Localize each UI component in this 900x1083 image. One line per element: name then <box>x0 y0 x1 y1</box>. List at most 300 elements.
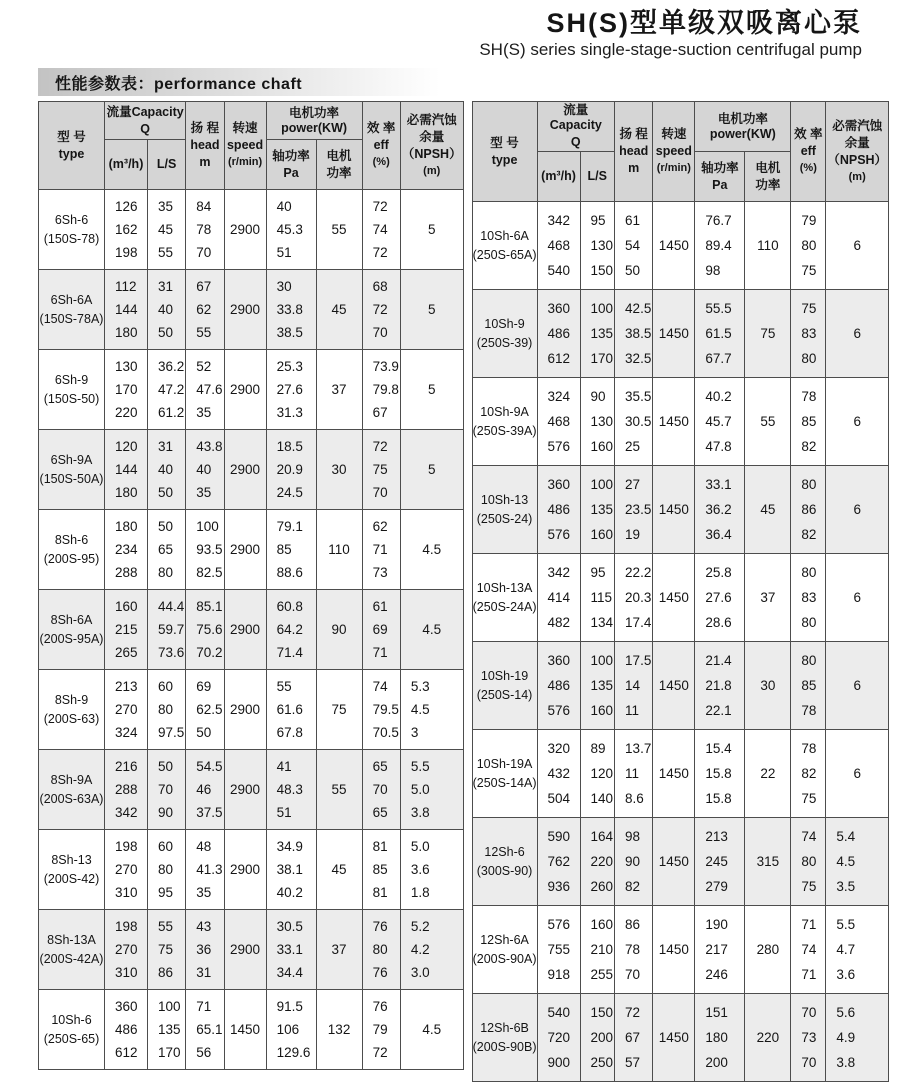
head-cell-value: 67 <box>196 279 212 295</box>
npsh-value: 3.0 <box>410 964 430 980</box>
head-cell-value-stack <box>186 911 223 989</box>
efficiency-value: 70.5 <box>372 724 399 740</box>
table-row <box>39 830 464 910</box>
pump-type-line: (200S-90A) <box>472 952 537 966</box>
pump-type-cell <box>472 290 537 378</box>
capacity-ls-cell <box>580 906 615 994</box>
shaft-power-value-stack <box>267 271 316 349</box>
capacity-ls-cell-value: 220 <box>590 853 614 869</box>
npsh-cell: 6 <box>826 642 889 730</box>
capacity-ls-cell-value: 31 <box>158 279 174 295</box>
capacity-m3h-cell-value: 762 <box>547 853 571 869</box>
head-cell-value: 47.6 <box>196 381 223 397</box>
head-cell-value: 56 <box>196 1044 212 1060</box>
header-speed-line-stack <box>226 121 265 170</box>
shaft-power-value: 36.4 <box>705 527 732 543</box>
capacity-m3h-cell-value-stack <box>105 511 147 589</box>
header-npsh-line: （NPSH） <box>827 152 888 167</box>
capacity-ls-cell-value-stack <box>148 511 185 589</box>
capacity-ls-cell-value: 160 <box>590 916 614 932</box>
head-cell <box>186 750 224 830</box>
header-motor-power-line: 功率 <box>326 165 352 180</box>
shaft-power-value: 85 <box>276 541 292 557</box>
capacity-m3h-cell-value-stack <box>105 271 147 349</box>
efficiency-value: 80 <box>801 564 817 580</box>
shaft-power-value-stack <box>695 643 744 729</box>
shaft-power-cell <box>695 554 745 642</box>
motor-power-cell: 55 <box>745 378 791 466</box>
capacity-ls-cell <box>148 270 186 350</box>
capacity-m3h-cell-value: 324 <box>547 388 571 404</box>
speed-cell: 1450 <box>224 990 266 1070</box>
capacity-ls-cell-value: 59.7 <box>158 621 185 637</box>
shaft-power-value: 55 <box>276 679 292 695</box>
header-capacity-line: 流量Capacity <box>106 104 184 119</box>
head-cell-value-stack <box>615 819 652 905</box>
header-type-line-stack <box>40 130 103 162</box>
pump-type-cell <box>39 830 105 910</box>
efficiency-value: 72 <box>372 1044 388 1060</box>
shaft-power-value: 246 <box>705 967 728 983</box>
efficiency-value-stack <box>791 995 825 1081</box>
pump-type-line: (150S-78) <box>43 232 100 246</box>
capacity-ls-cell-value: 160 <box>590 703 614 719</box>
header-motor-power-line-stack <box>318 149 361 181</box>
shaft-power-value-stack <box>267 591 316 669</box>
shaft-power-value-stack <box>267 991 316 1069</box>
npsh-value: 3.8 <box>410 804 430 820</box>
capacity-m3h-cell-value-stack <box>538 907 580 993</box>
shaft-power-value: 129.6 <box>276 1044 311 1060</box>
head-cell-value: 13.7 <box>625 740 652 756</box>
head-cell-value: 54.5 <box>196 759 223 775</box>
header-shaft-power-line: 轴功率 <box>701 160 739 175</box>
table-head <box>472 102 888 202</box>
shaft-power-value: 88.6 <box>276 564 303 580</box>
pump-type-line: (200S-90B) <box>472 1040 537 1054</box>
efficiency-value: 76 <box>372 999 388 1015</box>
efficiency-value-stack <box>791 203 825 289</box>
title-block <box>0 0 900 60</box>
efficiency-cell <box>362 990 400 1070</box>
pump-type-line: (250S-65) <box>43 1032 100 1046</box>
head-cell-value-stack <box>186 751 223 829</box>
capacity-ls-cell-value: 90 <box>590 388 606 404</box>
shaft-power-value-stack <box>267 831 316 909</box>
capacity-m3h-cell-value: 504 <box>547 791 571 807</box>
capacity-m3h-cell-value: 468 <box>547 413 571 429</box>
pump-type-cell <box>472 554 537 642</box>
efficiency-value: 70 <box>372 324 388 340</box>
capacity-ls-cell-value-stack <box>581 555 615 641</box>
capacity-ls-cell <box>148 990 186 1070</box>
header-npsh-line: 余量 <box>419 129 445 144</box>
head-cell-value: 78 <box>196 221 212 237</box>
header-efficiency-line: 效 率 <box>794 127 823 141</box>
shaft-power-value: 60.8 <box>276 599 303 615</box>
header-npsh-line: 余量 <box>844 135 870 150</box>
npsh-cell: 5 <box>400 190 463 270</box>
header-head-line: 扬 程 <box>619 127 648 141</box>
shaft-power-value-stack <box>695 731 744 817</box>
section-title: 性能参数表：performance chaft <box>55 75 303 93</box>
speed-cell: 1450 <box>653 378 695 466</box>
capacity-m3h-cell <box>105 430 148 510</box>
pump-type-line-stack <box>39 991 104 1069</box>
header-npsh <box>400 102 463 190</box>
page-title-english: SH(S) series single-stage-suction centrifugal pump <box>479 40 862 59</box>
pump-type-line: 10Sh-9 <box>484 317 525 331</box>
pump-type-cell <box>39 590 105 670</box>
head-cell-value: 17.5 <box>625 652 652 668</box>
efficiency-value-stack <box>363 671 400 749</box>
head-cell <box>186 190 224 270</box>
head-cell-value: 61 <box>625 212 641 228</box>
shaft-power-value: 51 <box>276 804 292 820</box>
head-cell-value-stack <box>186 191 223 269</box>
header-speed-line: (r/min) <box>227 156 263 168</box>
capacity-ls-cell-value: 70 <box>158 781 174 797</box>
header-efficiency-line-stack <box>792 127 824 176</box>
capacity-ls-cell-value: 55 <box>158 244 174 260</box>
npsh-cell: 6 <box>826 466 889 554</box>
efficiency-value-stack <box>791 467 825 553</box>
capacity-ls-cell-value: 250 <box>590 1055 614 1071</box>
head-cell-value-stack <box>615 731 652 817</box>
capacity-ls-cell-value: 65 <box>158 541 174 557</box>
pump-type-line: 10Sh-6 <box>51 1013 92 1027</box>
motor-power-cell: 55 <box>316 190 362 270</box>
shaft-power-value-stack <box>267 751 316 829</box>
header-npsh-line: 必需汽蚀 <box>406 112 457 127</box>
efficiency-value: 78 <box>801 703 817 719</box>
shaft-power-value-stack <box>695 907 744 993</box>
shaft-power-value: 40.2 <box>276 884 303 900</box>
npsh-value-stack <box>401 671 463 749</box>
npsh-cell: 4.5 <box>400 590 463 670</box>
capacity-ls-cell-value-stack <box>581 995 615 1081</box>
shaft-power-value: 190 <box>705 916 728 932</box>
capacity-m3h-cell <box>105 750 148 830</box>
efficiency-cell <box>362 270 400 350</box>
capacity-ls-cell-value: 100 <box>590 476 614 492</box>
head-cell <box>186 430 224 510</box>
efficiency-value: 70 <box>372 781 388 797</box>
efficiency-value: 61 <box>372 599 388 615</box>
pump-type-line-stack <box>39 431 104 509</box>
efficiency-value: 85 <box>801 413 817 429</box>
shaft-power-value-stack <box>267 911 316 989</box>
pump-type-line: 12Sh-6A <box>480 933 529 947</box>
header-capacity-line-stack <box>106 105 184 137</box>
efficiency-value: 80 <box>801 476 817 492</box>
motor-power-cell: 110 <box>745 202 791 290</box>
capacity-m3h-cell <box>537 290 580 378</box>
capacity-ls-cell-value: 95 <box>590 564 606 580</box>
pump-type-line: (150S-50A) <box>39 472 104 486</box>
speed-cell: 1450 <box>653 202 695 290</box>
efficiency-value: 80 <box>372 941 388 957</box>
shaft-power-cell <box>695 818 745 906</box>
capacity-m3h-cell-value: 270 <box>115 941 138 957</box>
header-shaft-power <box>266 140 316 190</box>
pump-type-cell <box>39 750 105 830</box>
pump-type-line: 8Sh-13A <box>47 933 96 947</box>
shaft-power-value: 15.8 <box>705 791 732 807</box>
npsh-cell: 4.5 <box>400 990 463 1070</box>
head-cell-value: 22.2 <box>625 564 652 580</box>
capacity-ls-cell <box>148 430 186 510</box>
header-capacity-m3h: (m³/h) <box>105 140 148 190</box>
capacity-m3h-cell-value: 160 <box>115 599 138 615</box>
efficiency-cell <box>791 994 826 1082</box>
motor-power-cell: 45 <box>745 466 791 554</box>
table-row <box>472 906 888 994</box>
header-speed-line: 转速 <box>661 127 687 141</box>
speed-cell: 1450 <box>653 554 695 642</box>
capacity-ls-cell-value-stack <box>581 643 615 729</box>
capacity-ls-cell-value-stack <box>148 271 185 349</box>
head-cell-value: 78 <box>625 941 641 957</box>
efficiency-value-stack <box>363 911 400 989</box>
pump-type-line: (200S-95A) <box>39 632 104 646</box>
shaft-power-value: 33.1 <box>705 476 732 492</box>
pump-type-cell <box>472 642 537 730</box>
header-efficiency <box>791 102 826 202</box>
shaft-power-cell <box>695 202 745 290</box>
head-cell <box>615 466 653 554</box>
header-capacity <box>537 102 615 152</box>
efficiency-value-stack <box>363 751 400 829</box>
efficiency-cell <box>791 818 826 906</box>
shaft-power-cell <box>266 670 316 750</box>
efficiency-value: 74 <box>372 679 388 695</box>
table-row <box>39 910 464 990</box>
table-row <box>472 994 888 1082</box>
shaft-power-value: 91.5 <box>276 999 303 1015</box>
shaft-power-cell <box>695 290 745 378</box>
shaft-power-cell <box>266 910 316 990</box>
motor-power-cell: 45 <box>316 270 362 350</box>
pump-type-cell <box>39 670 105 750</box>
shaft-power-value: 79.1 <box>276 519 303 535</box>
head-cell-value: 17.4 <box>625 615 652 631</box>
efficiency-value: 80 <box>801 853 817 869</box>
performance-table-left <box>38 101 464 1070</box>
efficiency-value: 75 <box>801 300 817 316</box>
pump-type-line: 8Sh-6A <box>50 613 93 627</box>
capacity-ls-cell-value: 60 <box>158 679 174 695</box>
header-head-line-stack <box>616 127 651 176</box>
capacity-m3h-cell-value: 342 <box>547 212 571 228</box>
head-cell-value-stack <box>615 467 652 553</box>
header-head-line: head <box>619 144 649 158</box>
capacity-ls-cell-value: 150 <box>590 1004 614 1020</box>
shaft-power-value: 89.4 <box>705 237 732 253</box>
capacity-m3h-cell-value: 216 <box>115 759 138 775</box>
header-row-1 <box>472 102 888 152</box>
shaft-power-value: 47.8 <box>705 439 732 455</box>
capacity-m3h-cell-value: 576 <box>547 527 571 543</box>
shaft-power-value-stack <box>267 671 316 749</box>
speed-cell: 1450 <box>653 994 695 1082</box>
header-motor-power-line: 功率 <box>755 177 781 192</box>
header-type-line-stack <box>474 136 536 168</box>
capacity-m3h-cell-value: 220 <box>115 404 138 420</box>
capacity-m3h-cell-value: 432 <box>547 765 571 781</box>
capacity-m3h-cell-value: 310 <box>115 884 138 900</box>
efficiency-cell <box>362 510 400 590</box>
table-row <box>39 510 464 590</box>
efficiency-value: 75 <box>801 879 817 895</box>
efficiency-value: 83 <box>801 325 817 341</box>
shaft-power-value-stack <box>695 467 744 553</box>
speed-cell: 1450 <box>653 466 695 554</box>
shaft-power-value-stack <box>695 379 744 465</box>
head-cell-value: 52 <box>196 359 212 375</box>
header-head-line: m <box>628 161 640 175</box>
pump-type-line: (200S-42A) <box>39 952 104 966</box>
header-capacity-line-stack <box>539 103 614 150</box>
capacity-ls-cell-value: 100 <box>590 652 614 668</box>
capacity-ls-cell <box>580 818 615 906</box>
header-shaft-power-line: Pa <box>283 165 299 180</box>
capacity-ls-cell-value: 50 <box>158 324 174 340</box>
shaft-power-value: 200 <box>705 1055 728 1071</box>
capacity-ls-cell <box>148 670 186 750</box>
efficiency-value-stack <box>363 351 400 429</box>
capacity-m3h-cell-value-stack <box>105 911 147 989</box>
shaft-power-value: 30 <box>276 279 292 295</box>
npsh-cell <box>400 830 463 910</box>
capacity-m3h-cell <box>537 466 580 554</box>
capacity-ls-cell-value-stack <box>581 203 615 289</box>
capacity-ls-cell-value-stack <box>148 751 185 829</box>
head-cell-value: 32.5 <box>625 351 652 367</box>
capacity-ls-cell <box>148 510 186 590</box>
capacity-m3h-cell-value: 576 <box>547 916 571 932</box>
capacity-m3h-cell-value: 720 <box>547 1029 571 1045</box>
shaft-power-value: 106 <box>276 1021 300 1037</box>
efficiency-value-stack <box>791 643 825 729</box>
head-cell-value: 35 <box>196 884 212 900</box>
shaft-power-value: 28.6 <box>705 615 732 631</box>
capacity-ls-cell-value: 55 <box>158 919 174 935</box>
npsh-value: 5.4 <box>836 828 856 844</box>
efficiency-value-stack <box>791 291 825 377</box>
shaft-power-value-stack <box>267 191 316 269</box>
shaft-power-value: 33.1 <box>276 941 303 957</box>
efficiency-value: 78 <box>801 388 817 404</box>
npsh-cell: 6 <box>826 730 889 818</box>
capacity-m3h-cell-value: 215 <box>115 621 138 637</box>
head-cell-value: 48 <box>196 839 212 855</box>
head-cell-value: 75.6 <box>196 621 223 637</box>
table-row <box>39 750 464 830</box>
shaft-power-cell <box>266 990 316 1070</box>
speed-cell: 2900 <box>224 750 266 830</box>
head-cell-value-stack <box>186 991 223 1069</box>
capacity-m3h-cell-value-stack <box>538 467 580 553</box>
capacity-ls-cell-value: 90 <box>158 804 174 820</box>
shaft-power-value: 25.8 <box>705 564 732 580</box>
efficiency-value-stack <box>363 511 400 589</box>
capacity-ls-cell-value: 170 <box>590 351 614 367</box>
table-row <box>39 350 464 430</box>
pump-type-line-stack <box>473 555 537 641</box>
capacity-ls-cell-value: 135 <box>590 501 614 517</box>
header-motor-power-line: 电机 <box>755 160 781 175</box>
capacity-ls-cell-value: 86 <box>158 964 174 980</box>
capacity-m3h-cell <box>105 190 148 270</box>
shaft-power-value: 38.1 <box>276 861 303 877</box>
capacity-m3h-cell-value: 180 <box>115 519 138 535</box>
header-speed <box>224 102 266 190</box>
npsh-cell <box>400 910 463 990</box>
capacity-ls-cell-value: 130 <box>590 237 614 253</box>
npsh-value-stack <box>826 907 888 993</box>
pump-type-line: (200S-95) <box>43 552 100 566</box>
table-row <box>39 270 464 350</box>
header-npsh-line-stack <box>402 113 462 179</box>
motor-power-cell: 75 <box>316 670 362 750</box>
capacity-ls-cell-value-stack <box>148 831 185 909</box>
head-cell-value-stack <box>186 431 223 509</box>
capacity-m3h-cell-value-stack <box>105 191 147 269</box>
capacity-ls-cell <box>580 730 615 818</box>
header-capacity-line: 流量Capacity <box>549 103 602 132</box>
head-cell-value: 50 <box>196 724 212 740</box>
section-header-bar <box>38 68 440 96</box>
capacity-m3h-cell <box>105 910 148 990</box>
capacity-ls-cell <box>580 466 615 554</box>
efficiency-value: 71 <box>372 541 388 557</box>
capacity-m3h-cell-value: 288 <box>115 781 138 797</box>
efficiency-value: 81 <box>372 839 388 855</box>
capacity-m3h-cell-value-stack <box>105 991 147 1069</box>
motor-power-cell: 37 <box>316 910 362 990</box>
pump-type-line: (200S-63A) <box>39 792 104 806</box>
capacity-m3h-cell-value: 482 <box>547 615 571 631</box>
header-type <box>472 102 537 202</box>
shaft-power-value: 217 <box>705 941 728 957</box>
header-head-line: head <box>190 138 220 152</box>
head-cell-value-stack <box>186 831 223 909</box>
efficiency-cell <box>791 290 826 378</box>
capacity-ls-cell-value: 200 <box>590 1029 614 1045</box>
npsh-cell <box>826 994 889 1082</box>
head-cell <box>186 990 224 1070</box>
capacity-ls-cell <box>580 378 615 466</box>
shaft-power-value: 40.2 <box>705 388 732 404</box>
head-cell-value: 23.5 <box>625 501 652 517</box>
capacity-m3h-cell-value: 170 <box>115 381 138 397</box>
capacity-ls-cell-value: 100 <box>590 300 614 316</box>
efficiency-value: 82 <box>801 439 817 455</box>
shaft-power-value-stack <box>695 291 744 377</box>
header-motor-power-group: 电机功率 power(KW) <box>695 102 791 152</box>
shaft-power-value: 21.4 <box>705 652 732 668</box>
capacity-ls-cell-value: 40 <box>158 461 174 477</box>
pump-type-line: (300S-90) <box>476 864 533 878</box>
motor-power-cell: 30 <box>316 430 362 510</box>
efficiency-cell <box>791 554 826 642</box>
capacity-m3h-cell-value: 270 <box>115 701 138 717</box>
npsh-cell: 6 <box>826 202 889 290</box>
table-row <box>472 290 888 378</box>
header-speed-line: (r/min) <box>656 162 691 174</box>
header-type-line: 型 号 <box>490 135 519 150</box>
